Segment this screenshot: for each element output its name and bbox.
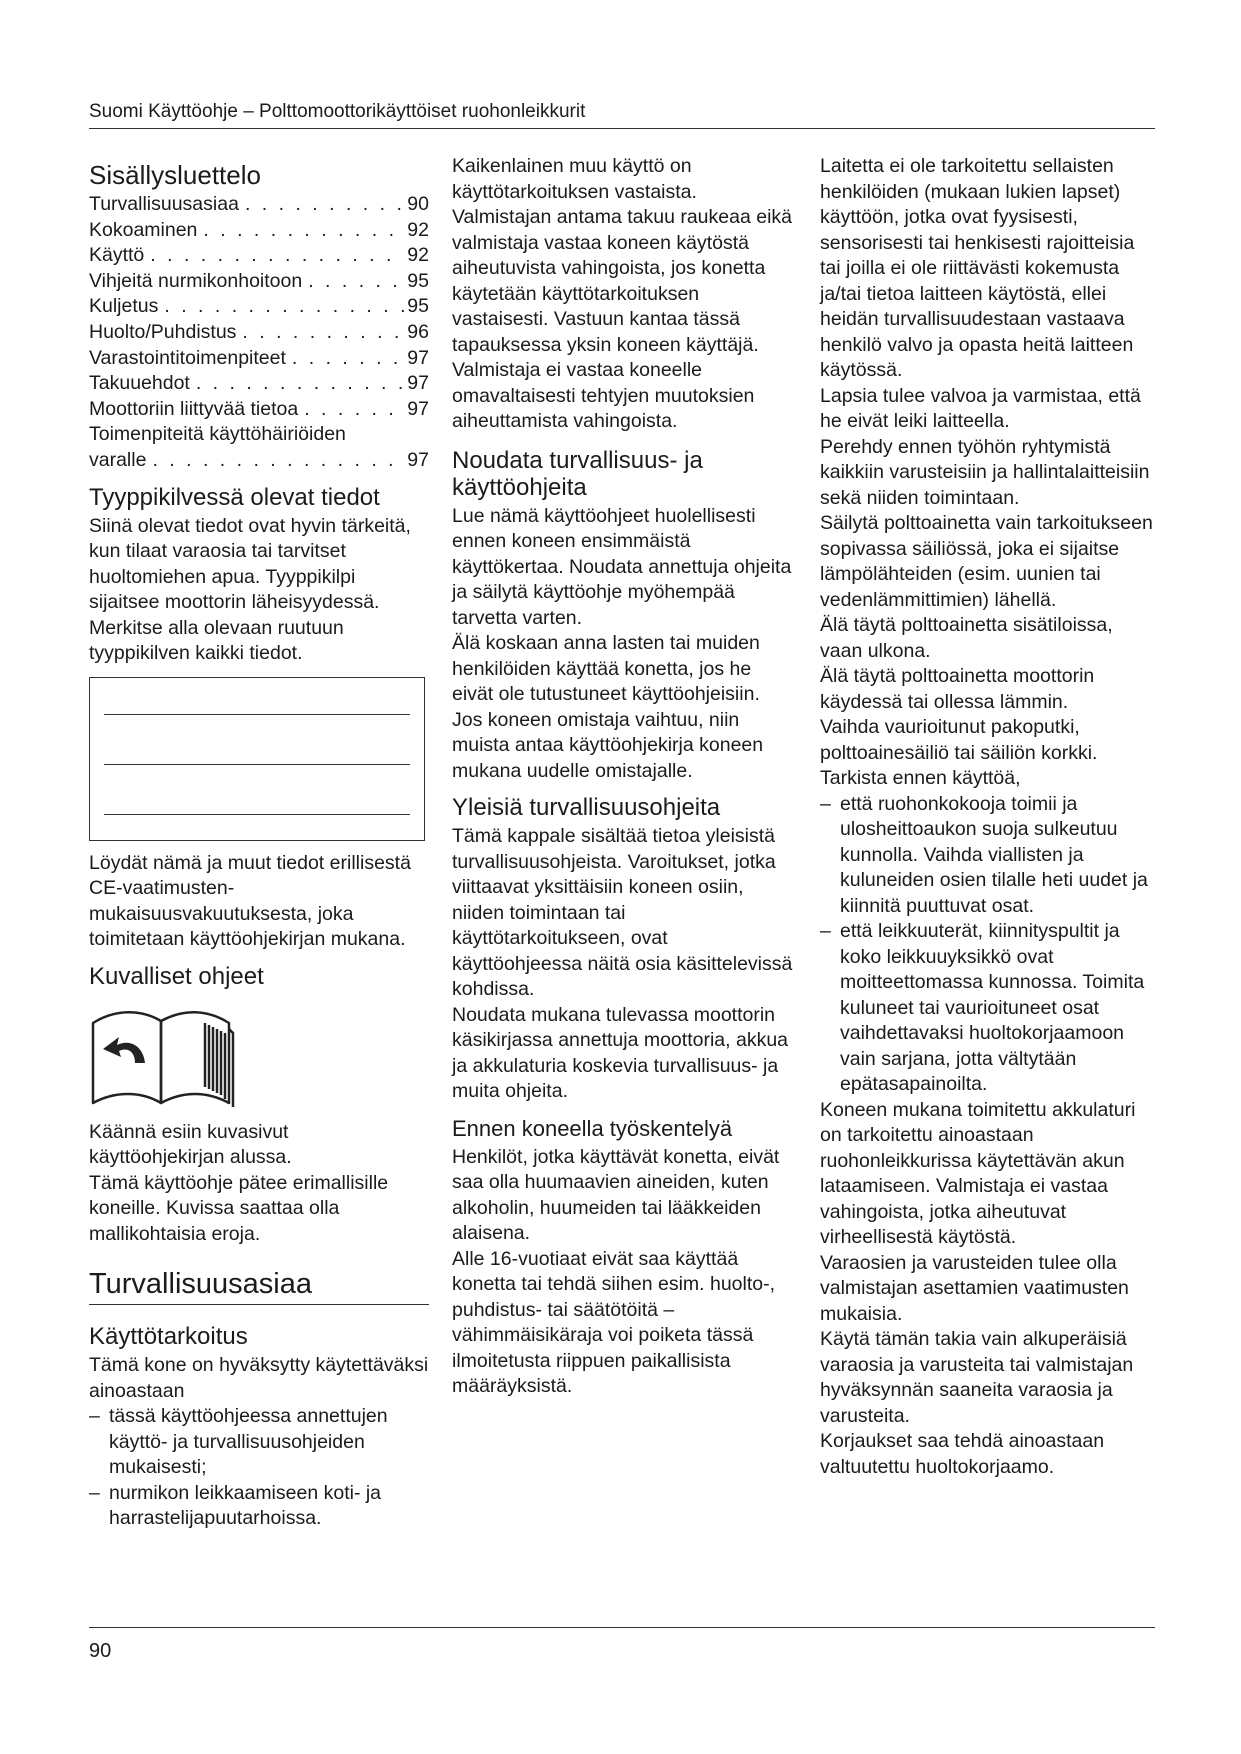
toc-entry: Varastointitoimenpiteet . . . 97	[89, 346, 429, 372]
toc-entry: Toimenpiteitä käyttöhäiriöiden varalle . . . 97	[89, 422, 429, 473]
ce-text: Löydät nämä ja muut tiedot erillisestä CE-vaatimusten-mukaisuusvakuutuksesta, joka toimitetaan käyttöohjekirjan mukana.	[89, 851, 411, 951]
open-book-icon	[89, 1003, 235, 1107]
toc-entry: Huolto/Puhdistus . . . 96	[89, 320, 429, 346]
pictorial-text-2: Tämä käyttöohje pätee erimallisille koneille. Kuvissa saattaa olla mallikohtaisia eroja.	[89, 1171, 389, 1245]
page-header: Suomi Käyttöohje – Polttomoottorikäyttöiset ruohonleikkurit	[89, 100, 1155, 129]
footer-rule	[89, 1627, 1155, 1628]
check-item: – että leikkuuterät, kiinnityspultit ja koko leikkuuyksikkö ovat moitteettomassa kunnossa. Toimita kuluneet tai vaurioituneet osat vaihdettavaksi huoltokorjaamoon vain sarjana, jotta vältytään epätasapainoilta.	[820, 919, 1160, 1098]
intoxication-text: Henkilöt, jotka käyttävät konetta, eivät saa olla huumaavien aineiden, kuten alkoholin, huumeiden tai lääkkeiden alaisena.	[452, 1145, 780, 1244]
purpose-item: – nurmikon leikkaamiseen koti- ja harrastelijapuutarhoissa.	[89, 1481, 429, 1532]
typeplate-line	[104, 814, 410, 815]
column-3	[820, 154, 1160, 1480]
toc-entry: Turvallisuusasiaa . . . 90	[89, 192, 429, 218]
engine-manual-text: Noudata mukana tulevassa moottorin käsikirjassa annettuja moottoria, akkua ja akkulaturia koskevia turvallisuus- ja muita ohjeita.	[452, 1003, 789, 1102]
toc-entry: Takuuehdot . . . 97	[89, 371, 429, 397]
safety-section-title: Turvallisuusasiaa	[89, 1267, 429, 1305]
purpose-heading: Käyttötarkoitus	[89, 1323, 248, 1351]
charger-text: Koneen mukana toimitettu akkulaturi on tarkoitettu ainoastaan ruohonleikkurissa käytettävän akun lataamiseen. Valmistaja ei vastaa vahingoista, jotka aiheutuvat virheellisestä käytöstä.	[820, 1098, 1136, 1248]
toc-heading: Sisällysluettelo	[89, 160, 261, 190]
purpose-intro: Tämä kone on hyväksytty käytettäväksi ainoastaan	[89, 1354, 429, 1402]
toc-list	[89, 192, 429, 474]
read-instructions-text: Lue nämä käyttöohjeet huolellisesti ennen koneen ensimmäistä käyttökertaa. Noudata annettuja ohjeita ja säilytä käyttöohje myöhempää tarvetta varten.	[452, 504, 792, 629]
follow-instructions-heading: Noudata turvallisuus- ja käyttöohjeita	[452, 446, 703, 501]
toc-entry: Käyttö . . . 92	[89, 243, 429, 269]
children-text: Älä koskaan anna lasten tai muiden henkilöiden käyttää konetta, jos he eivät ole tutustuneet käyttöohjeisiin.	[452, 632, 760, 705]
owner-change-text: Jos koneen omistaja vaihtuu, niin muista antaa käyttöohjekirja koneen mukana uudelle omistajalle.	[452, 708, 764, 782]
column-1	[89, 154, 429, 1532]
typeplate-heading: Tyyppikilvessä olevat tiedot	[89, 483, 380, 511]
general-safety-heading: Yleisiä turvallisuusohjeita	[452, 794, 721, 821]
typeplate-text: Siinä olevat tiedot ovat hyvin tärkeitä, kun tilaat varaosia tai tarvitset huoltomiehen apua. Tyyppikilpi sijaitsee moottorin läheisyydessä. Merkitse alla olevaan ruutuun tyyppikilven kaikki tiedot.	[89, 514, 411, 665]
column-2	[452, 154, 797, 1400]
typeplate-box	[89, 677, 425, 841]
fuel-hot-engine-text: Älä täytä polttoainetta moottorin käydessä tai ollessa lämmin.	[820, 665, 1095, 713]
original-parts-text: Käytä tämän takia vain alkuperäisiä varaosia ja varusteita tai valmistajan hyväksynnän saaneita varaosia ja varusteita.	[820, 1328, 1134, 1427]
page-number: 90	[89, 1640, 112, 1662]
toc-entry: Kuljetus . . . 95	[89, 294, 429, 320]
restricted-persons-text: Laitetta ei ole tarkoitettu sellaisten henkilöiden (mukaan lukien lapset) käyttöön, jotka ovat fyysisesti, sensorisesti tai henkisesti rajoitteisia tai joilla ei ole riittävästi kokemusta ja/tai tietoa laitteen käytöstä, ellei heidän turvallisuudestaan vastaava henkilö valvo ja opasta heitä laitteen käytössä.	[820, 155, 1135, 381]
pictorial-heading: Kuvalliset ohjeet	[89, 962, 264, 990]
before-work-heading: Ennen koneella työskentelyä	[452, 1115, 733, 1141]
check-item: – että ruohonkokooja toimii ja ulosheittoaukon suoja sulkeutuu kunnolla. Vaihda viallisten ja kuluneiden osien tilalle heti uudet ja kiinnitä puuttuvat osat.	[820, 792, 1160, 920]
typeplate-line	[104, 714, 410, 715]
fuel-storage-text: Säilytä polttoainetta vain tarkoitukseen sopivassa säiliössä, joka ei sijaitse lämpölähteiden (esim. uunien tai vedenlämmittimien) lähellä.	[820, 512, 1153, 611]
toc-entry: Kokoaminen . . . 92	[89, 218, 429, 244]
repairs-text: Korjaukset saa tehdä ainoastaan valtuutettu huoltokorjaamo.	[820, 1430, 1105, 1478]
typeplate-line	[104, 764, 410, 765]
general-safety-text: Tämä kappale sisältää tietoa yleisistä turvallisuusohjeista. Varoitukset, jotka viittaavat yksittäisiin koneen osiin, niiden toimintaan tai käyttötarkoitukseen, ovat käyttöohjeessa näitä osia käsittelevissä kohdissa.	[452, 825, 793, 1000]
age-limit-text: Alle 16-vuotiaat eivät saa käyttää konetta tai tehdä siihen esim. huolto-, puhdistus- tai säätötöitä – vähimmäisikäraja voi poiketa tässä ilmoitetusta riippuen paikallisista määräyksistä.	[452, 1247, 776, 1397]
familiarize-text: Perehdy ennen työhön ryhtymistä kaikkiin varusteisiin ja hallintalaitteisiin sekä niiden toimintaan.	[820, 435, 1150, 509]
replace-parts-text: Vaihda vaurioitunut pakoputki, polttoainesäiliö tai säiliön korkki.	[820, 716, 1098, 764]
modification-text: Valmistaja ei vastaa koneelle omavaltaisesti tehtyjen muutoksien aiheuttamista vahingoista.	[452, 359, 755, 432]
fuel-outdoors-text: Älä täytä polttoainetta sisätiloissa, vaan ulkona.	[820, 614, 1113, 662]
toc-entry: Vihjeitä nurmikonhoitoon . . . 95	[89, 269, 429, 295]
supervise-children-text: Lapsia tulee valvoa ja varmistaa, että he eivät leiki laitteella.	[820, 384, 1141, 432]
check-before-use-text: Tarkista ennen käyttöä,	[820, 767, 1021, 789]
toc-entry: Moottoriin liittyvää tietoa . . . 97	[89, 397, 429, 423]
purpose-item: – tässä käyttöohjeessa annettujen käyttö- ja turvallisuusohjeiden mukaisesti;	[89, 1404, 429, 1481]
spare-parts-text: Varaosien ja varusteiden tulee olla valmistajan asettamien vaatimusten mukaisia.	[820, 1251, 1129, 1325]
pictorial-text-1: Käännä esiin kuvasivut käyttöohjekirjan alussa.	[89, 1120, 292, 1169]
misuse-text: Kaikenlainen muu käyttö on käyttötarkoituksen vastaista. Valmistajan antama takuu raukeaa eikä valmistaja vastaa koneen käytöstä aiheutuvista vahingoista, jos konetta käytetään käyttötarkoituksen vastaisesti. Vastuun kantaa tässä tapauksessa yksin koneen käyttäjä.	[452, 155, 793, 356]
